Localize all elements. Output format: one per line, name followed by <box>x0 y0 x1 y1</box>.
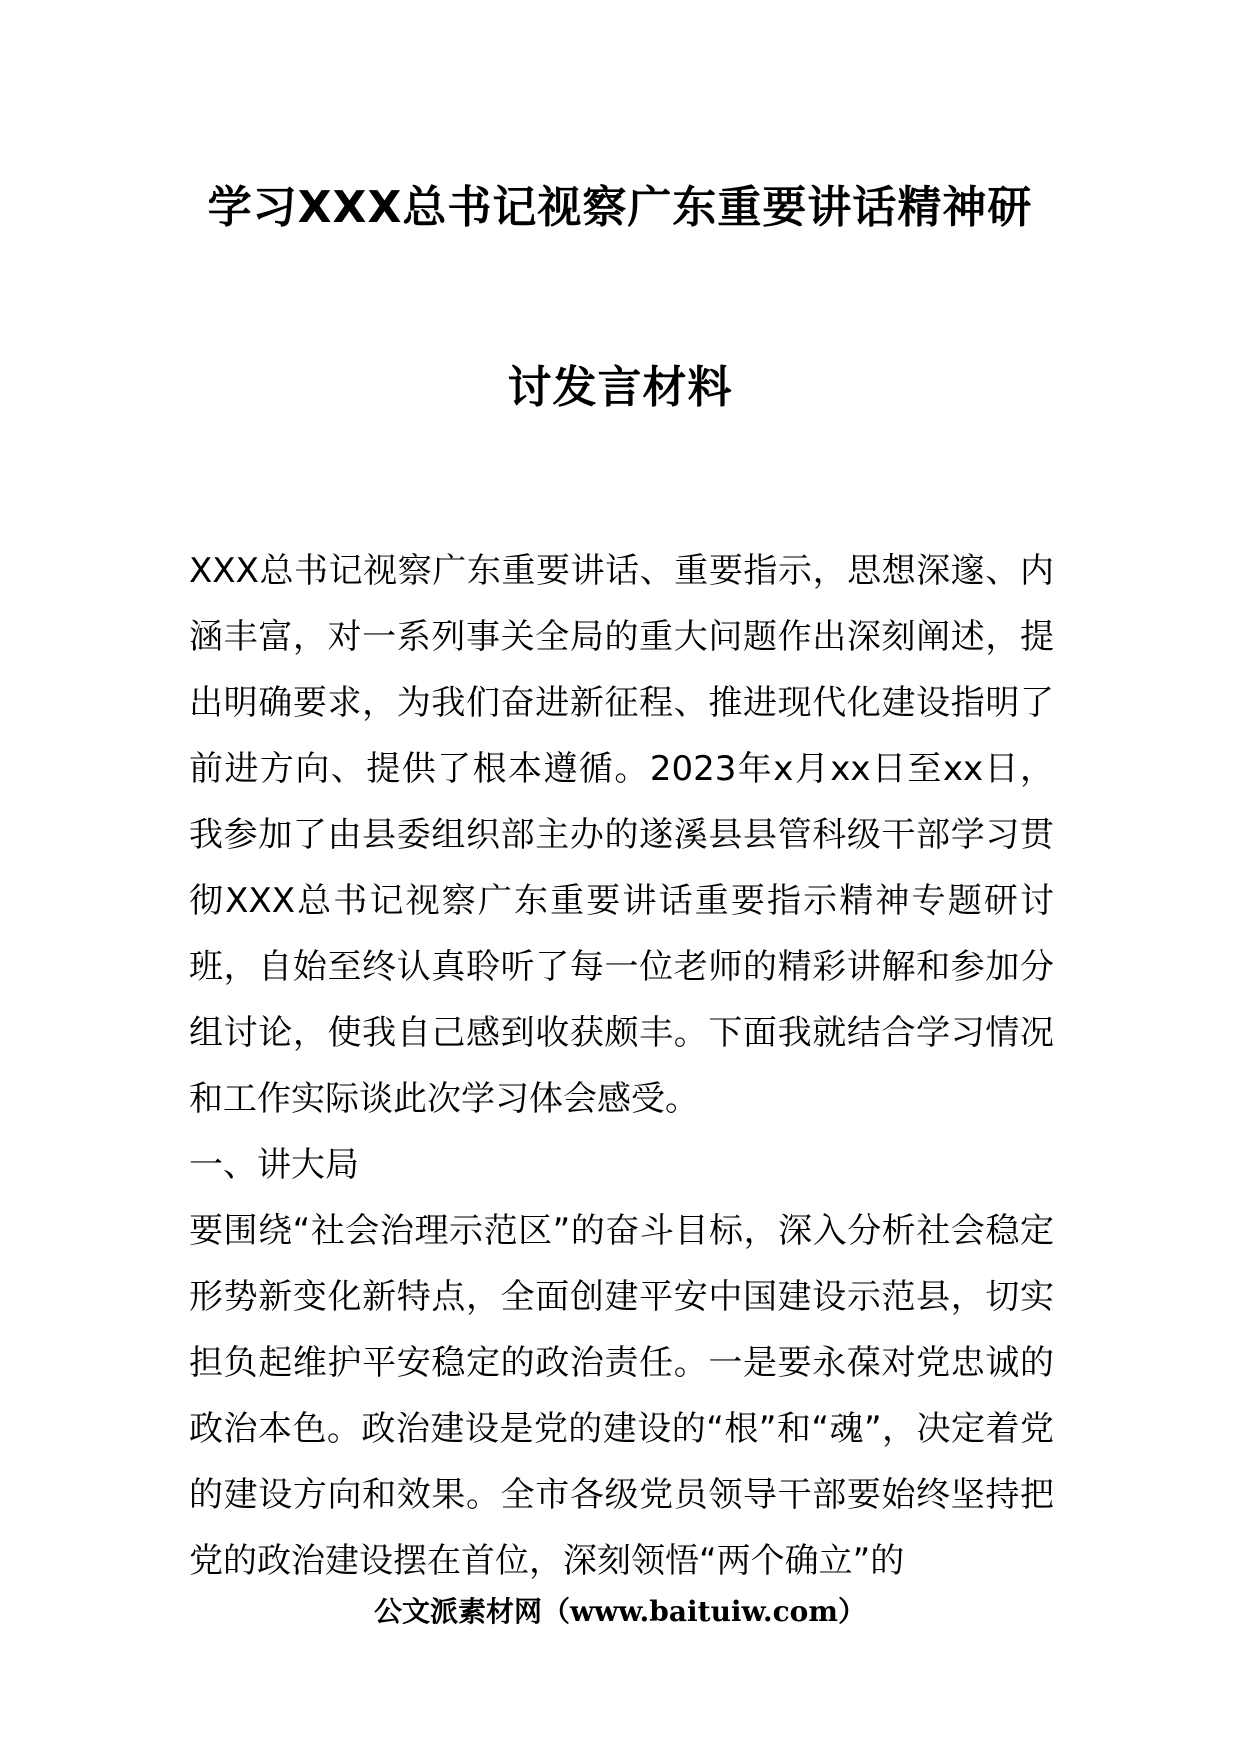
footer-watermark: 公文派素材网（www.baituiw.com） <box>374 1595 866 1628</box>
section-heading-1: 一、讲大局 <box>189 1145 359 1185</box>
document-title-line-2: 讨发言材料 <box>507 362 733 413</box>
document-title-line-1: 学习XXX总书记视察广东重要讲话精神研 <box>207 182 1033 233</box>
body-paragraph-2: 要围绕“社会治理示范区”的奋斗目标，深入分析社会稳定形势新变化新特点，全面创建平安中国建设示范县，切实担负起维护平安稳定的政治责任。一是要永葆对党忠诚的政治本色。政治建设是党的建设的“根”和“魂”，决定着党的建设方向和效果。全市各级党员领导干部要始终坚持把党的政治建设摆在首位，深刻领悟“两个确立”的 <box>189 1211 1054 1581</box>
body-paragraph-1: XXX总书记视察广东重要讲话、重要指示，思想深邃、内涵丰富，对一系列事关全局的重大问题作出深刻阐述，提出明确要求，为我们奋进新征程、推进现代化建设指明了前进方向、提供了根本遵循。2023年x月xx日至xx日，我参加了由县委组织部主办的遂溪县县管科级干部学习贯彻XXX总书记视察广东重要讲话重要指示精神专题研讨班，自始至终认真聆听了每一位老师的精彩讲解和参加分组讨论，使我自己感到收获颇丰。下面我就结合学习情况和工作实际谈此次学习体会感受。 <box>189 551 1054 1119</box>
